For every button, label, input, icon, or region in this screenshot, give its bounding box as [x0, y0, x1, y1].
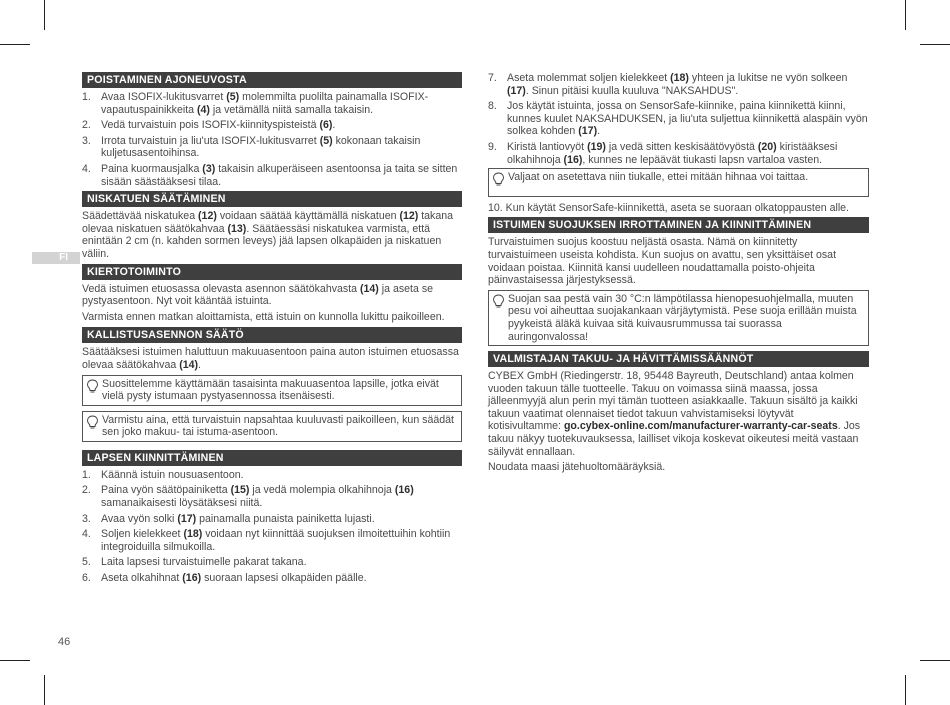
crop-mark: [44, 0, 45, 30]
part-number-ref: (5): [319, 134, 333, 147]
text-run: Paina kuormausjalka: [101, 162, 203, 175]
list-item: [82, 513, 462, 526]
sensorsafe-step-10: 10. Kun käytät SensorSafe-kiinnikettä, aseta se suoraan olkatoppausten alle.: [488, 201, 850, 214]
crop-mark: [0, 44, 30, 45]
part-number-ref: (14): [359, 282, 379, 295]
text-run: Paina vyön säätöpainiketta: [101, 484, 231, 497]
crop-mark: [905, 675, 906, 705]
part-number-ref: (17): [177, 512, 197, 525]
text-run: Kiristä lantiovyöt: [507, 140, 588, 153]
text-run: suoraan lapsesi olkapäiden päälle.: [201, 572, 367, 585]
part-number-ref: (6): [319, 119, 333, 132]
section-title-headrest: NISKATUEN SÄÄTÄMINEN: [82, 191, 462, 207]
part-number-ref: (20): [757, 140, 777, 153]
crop-mark: [0, 660, 30, 661]
section-title-warranty: VALMISTAJAN TAKUU- JA HÄVITTÄMISSÄÄNNÖT: [488, 351, 869, 367]
section-title-securing-child: LAPSEN KIINNITTÄMINEN: [82, 450, 462, 466]
section-title-recline: KALLISTUSASENNON SÄÄTÖ: [82, 327, 462, 343]
harness-note-text: Valjaat on asetettava niin tiukalle, ettei mitään hihnaa voi taittaa.: [508, 171, 809, 184]
part-number-ref: (17): [578, 125, 598, 138]
text-run: takana olevaa niskatuen säätökahvaa: [82, 210, 454, 235]
page-number: 46: [58, 636, 71, 648]
text-run: Irrota turvaistuin ja liu'uta ISOFIX-lukitusvarret: [101, 134, 320, 147]
lightbulb-icon: [492, 294, 505, 309]
section-title-rotation: KIERTOTOIMINTO: [82, 264, 462, 280]
text-run: Käännä istuin nousuasentoon.: [101, 468, 244, 481]
recline-paragraph: [82, 346, 462, 371]
text-run: Vedä turvaistuin pois ISOFIX-kiinnityspisteistä: [101, 119, 320, 132]
list-item-number: 8.: [488, 100, 497, 113]
list-item-number: 1.: [82, 91, 91, 103]
part-number-ref: (13): [227, 222, 247, 235]
text-run: voidaan säätää käyttämällä niskatuen: [216, 210, 400, 223]
text-run: painamalla punaista painiketta lujasti.: [196, 512, 375, 525]
list-item: [82, 163, 462, 188]
list-item-number: 7.: [488, 72, 497, 84]
text-run: yhteen ja lukitse ne vyön solkeen: [688, 72, 848, 84]
securing-child-steps-continued: [488, 72, 869, 166]
list-item: [82, 556, 462, 569]
text-run: kokonaan takaisin kuljetusasentoihinsa.: [101, 134, 421, 160]
text-run: samanaikaisesti löysätäksesi niitä.: [101, 497, 263, 510]
text-run: Laita lapsesi turvaistuimelle pakarat takana.: [101, 556, 307, 569]
language-tab: [32, 252, 80, 264]
crop-mark: [44, 675, 45, 705]
text-run: molemmilta puolilta painamalla ISOFIX-vapautuspainikkeita: [101, 91, 429, 116]
crop-mark: [920, 44, 950, 45]
warranty-text-b: . Jos takuu näkyy tuotekuvauksessa, lailliset vikoja koskevat oikeutesi meitä vastaan säilyvät ennallaan.: [488, 420, 861, 458]
text-run: ja vedä sitten keskisäätövyöstä: [605, 140, 758, 153]
list-item: [82, 572, 462, 585]
text-run: Vedä istuimen etuosassa olevasta asennon säätökahvasta: [82, 282, 360, 295]
list-item: [82, 119, 462, 132]
headrest-paragraph: [82, 210, 462, 260]
list-item-number: 4.: [82, 162, 91, 175]
list-item-number: 3.: [82, 134, 91, 147]
section-title-cover: ISTUIMEN SUOJUKSEN IRROTTAMINEN JA KIINNITTÄMINEN: [488, 217, 869, 233]
right-column: [488, 72, 869, 477]
list-item: [488, 72, 869, 97]
text-run: voidaan nyt kiinnittää suojuksen ilmoitettuihin kohtiin integroiduilla silmukoilla.: [101, 528, 451, 553]
crop-mark: [920, 660, 950, 661]
part-number-ref: (15): [230, 484, 250, 497]
warranty-text-a: CYBEX GmbH (Riedingerstr. 18, 95448 Bayreuth, Deutschland) antaa kolmen vuoden takuun tälle tuotteelle. Takuu on voimassa siinä maassa, jossa jälleenmyyjä alun perin myi tämän tuotteen asiakkaalle. Takuun sisältö ja kaikki takuun vaatimat olennaiset tiedot takuun vahvistamiseksi löytyvät kotisivultamme:: [488, 370, 858, 433]
washing-note-text: Suojan saa pestä vain 30 °C:n lämpötilassa hienopesuohjelmalla, muuten pesu voi aiheuttaa suojakankaan värjäytymistä. Pese suoja erillään muista pyykeistä äläkä kuivaa sitä kuivausrummussa tai suorassa auringonvalossa!: [508, 292, 857, 343]
lightbulb-icon: [86, 379, 99, 394]
list-item-number: 6.: [82, 572, 91, 585]
section-title-removal: POISTAMINEN AJONEUVOSTA: [82, 72, 462, 88]
part-number-ref: (16): [182, 572, 202, 585]
part-number-ref: (16): [394, 484, 414, 497]
text-run: . Sinun pitäisi kuulla kuuluva "NAKSAHDUS".: [525, 84, 739, 97]
part-number-ref: (3): [202, 162, 216, 175]
recline-note-2-text: Varmistu aina, että turvaistuin napsahtaa kuuluvasti paikoilleen, kun säädät sen joko makuu- tai istuma-asentoon.: [102, 413, 454, 439]
disposal-paragraph: Noudata maasi jätehuoltomääräyksiä.: [488, 461, 666, 474]
text-run: Säätääksesi istuimen haluttuun makuuasentoon paina auton istuimen etuosassa olevaa säätökahvaa: [82, 346, 459, 371]
recline-note-1-text: Suosittelemme käyttämään tasaisinta makuuasentoa lapsille, jotka eivät vielä pysty istumaan pystyasennossa itsenäisesti.: [102, 377, 439, 403]
list-item-number: 3.: [82, 512, 91, 525]
text-run: Säädettävää niskatukea: [82, 210, 199, 223]
text-run: ja vedä molempia olkahihnoja: [249, 484, 395, 497]
part-number-ref: (14): [179, 358, 199, 371]
removal-steps: [82, 91, 462, 188]
list-item-number: 9.: [488, 140, 497, 153]
list-item-number: 2.: [82, 484, 91, 497]
list-item: [82, 91, 462, 116]
list-item: [488, 100, 869, 138]
text-run: ja aseta se pystyasentoon. Nyt voit kääntää istuinta.: [82, 282, 434, 308]
harness-note: [488, 168, 869, 197]
part-number-ref: (5): [226, 91, 240, 103]
lightbulb-icon: [492, 172, 505, 187]
part-number-ref: (19): [587, 140, 606, 153]
warranty-link[interactable]: go.cybex-online.com/manufacturer-warranty-car-seats: [563, 420, 838, 433]
text-run: Soljen kielekkeet: [101, 528, 184, 541]
text-run: takaisin alkuperäiseen asentoonsa ja taita se sitten sisään säästääksesi tilaa.: [101, 162, 458, 188]
list-item: [82, 135, 462, 160]
text-run: Aseta molemmat soljen kielekkeet: [507, 72, 671, 84]
text-run: kiristääksesi olkahihnoja: [507, 140, 838, 166]
list-item-number: 4.: [82, 528, 91, 541]
text-run: ja vetämällä niitä samalla takaisin.: [209, 103, 374, 116]
part-number-ref: (16): [563, 153, 583, 166]
list-item-number: 5.: [82, 556, 91, 569]
text-run: .: [198, 358, 201, 371]
rotation-paragraph: [82, 283, 462, 308]
text-run: Avaa ISOFIX-lukitusvarret: [101, 91, 227, 103]
recline-note-1: [82, 375, 462, 406]
rotation-paragraph-2: Varmista ennen matkan aloittamista, että istuin on kunnolla lukittu paikoilleen.: [82, 310, 445, 323]
list-item: [82, 528, 462, 553]
part-number-ref: (12): [198, 210, 217, 223]
part-number-ref: (4): [197, 103, 210, 116]
part-number-ref: (18): [183, 528, 203, 541]
text-run: .: [597, 125, 601, 138]
part-number-ref: (18): [670, 72, 689, 84]
list-item-number: 1.: [82, 468, 91, 481]
text-run: . Säätäessäsi niskatukea varmista, että enintään 2 cm (n. kahden sormen leveys) jää lapsen olkapäiden ja niskatuen väliin.: [82, 222, 442, 260]
list-item: [488, 141, 869, 166]
warranty-paragraph: [488, 370, 869, 458]
cover-paragraph: Turvaistuimen suojus koostuu neljästä osasta. Nämä on kiinnitetty turvaistuimeen useista kohdista. Kun suojus on avattu, sen yksittäiset osat voidaan poistaa. Kiinnitä kansi uudelleen noudattamalla poisto-ohjeita päinvastaisessa järjestyksessä.: [488, 236, 837, 287]
left-column: [82, 72, 462, 588]
language-tab-label: FI: [59, 252, 68, 263]
text-run: Aseta olkahihnat: [101, 572, 183, 585]
securing-child-steps: [82, 469, 462, 585]
list-item: [82, 469, 462, 482]
list-item-number: 2.: [82, 119, 91, 132]
crop-mark: [905, 0, 906, 30]
part-number-ref: (12): [399, 210, 419, 223]
text-run: , kunnes ne lepäävät tiukasti lapsn vartaloa vasten.: [582, 153, 823, 166]
recline-note-2: [82, 411, 462, 442]
washing-note: [488, 290, 869, 346]
text-run: Avaa vyön solki: [101, 512, 178, 525]
list-item: [82, 484, 462, 509]
text-run: .: [332, 119, 336, 132]
text-run: Jos käytät istuinta, jossa on SensorSafe-kiinnike, paina kiinnikettä kiinni, kunnes kuulet NAKSAHDUKSEN, ja liu'uta suljettua kiinnikettä alaspäin vyön solkea kohden: [507, 100, 868, 138]
part-number-ref: (17): [507, 84, 526, 97]
lightbulb-icon: [86, 415, 99, 430]
